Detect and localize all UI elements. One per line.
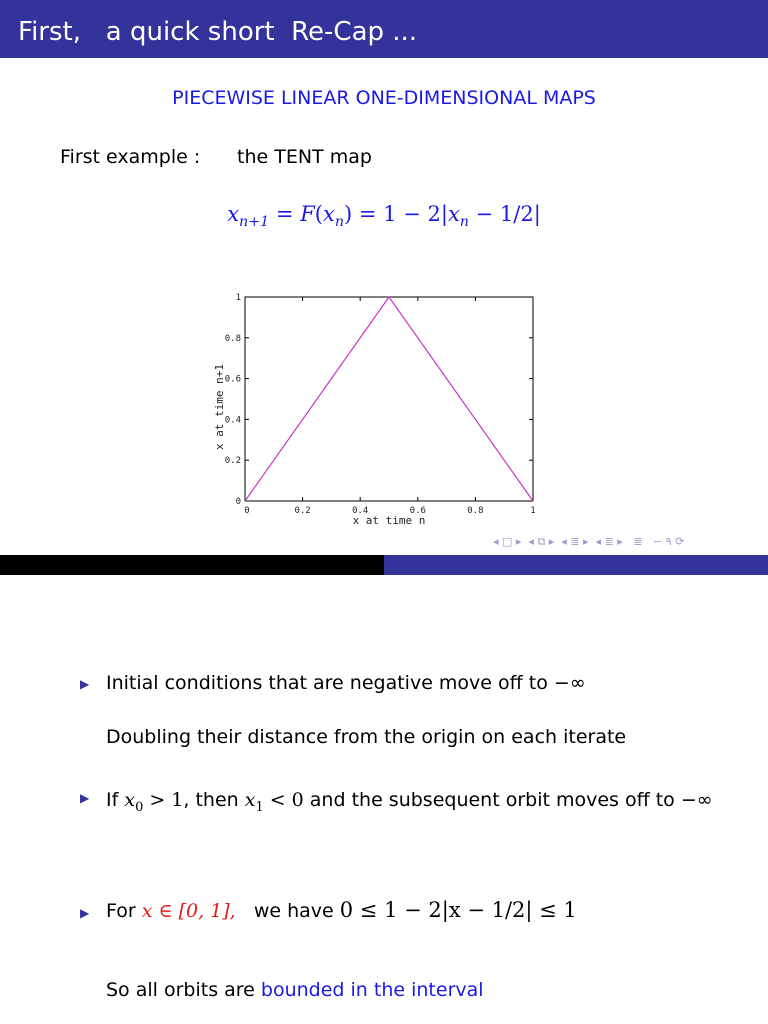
beamer-nav-controls[interactable]: ◂ □ ▸ ◂ ⧉ ▸ ◂ ≣ ▸ ◂ ≣ ▸ ≣ ∽ ۹ ⟳ bbox=[493, 535, 685, 548]
y-axis-label: x at time n+1 bbox=[213, 363, 226, 451]
x-tick-label: 0.2 bbox=[294, 506, 311, 516]
b3-red-math: x ∈ [0, 1], bbox=[141, 900, 236, 922]
b2-post: and the subsequent orbit moves off to −∞ bbox=[303, 789, 713, 811]
tent-map-plot bbox=[195, 285, 555, 530]
bullet-interval-bound bbox=[106, 898, 577, 923]
eq-arg-sub: n bbox=[334, 214, 345, 231]
b3-sub-pre: So all orbits are bbox=[106, 979, 261, 1001]
eq-arg-var: x bbox=[322, 202, 335, 226]
eq-function: F bbox=[300, 202, 315, 226]
b2-pre: If bbox=[106, 789, 125, 811]
bullet-1-text: Initial conditions that are negative move off to −∞ bbox=[106, 672, 586, 694]
example-name: the TENT map bbox=[237, 146, 372, 168]
y-tick-label: 1 bbox=[235, 293, 241, 303]
x-tick-label: 0.6 bbox=[409, 506, 426, 516]
b2-sub1: 0 bbox=[135, 799, 144, 815]
y-tick-label: 0.4 bbox=[224, 415, 241, 426]
eq-lhs-sub: n+1 bbox=[239, 214, 270, 231]
y-tick-label: 0.8 bbox=[224, 333, 241, 344]
y-tick-label: 0 bbox=[235, 497, 241, 507]
eq-lhs-var: x bbox=[227, 202, 240, 226]
eq-paren-close: ) bbox=[344, 202, 353, 226]
eq-rhs-sub: n bbox=[459, 214, 469, 231]
section-title: PIECEWISE LINEAR ONE-DIMENSIONAL MAPS bbox=[172, 87, 596, 109]
eq-rhs-end: − 1/2| bbox=[468, 202, 541, 226]
plot-frame bbox=[245, 297, 533, 501]
b3-pre: For bbox=[106, 900, 142, 922]
x-tick-label: 0.8 bbox=[467, 506, 484, 516]
footer-bar-left bbox=[0, 555, 384, 575]
bullet-x0-greater-one bbox=[106, 785, 726, 823]
b2-var2: x bbox=[244, 789, 256, 811]
bullet-triangle-icon: ▶ bbox=[80, 677, 90, 691]
y-tick-label: 0.2 bbox=[224, 456, 241, 467]
b3-mid: we have bbox=[235, 900, 340, 922]
x-axis-label: x at time n bbox=[352, 514, 426, 527]
b2-rel1: > 1 bbox=[143, 789, 184, 811]
b3-sub-blue: bounded in the interval bbox=[260, 979, 484, 1001]
bounded-orbits-line bbox=[106, 978, 484, 1002]
slide-title: First, a quick short Re-Cap ... bbox=[18, 17, 418, 47]
eq-rhs-var: x bbox=[447, 202, 460, 226]
b2-mid: , then bbox=[183, 789, 245, 811]
eq-rhs: = 1 − 2| bbox=[352, 202, 448, 226]
bullet-triangle-icon: ▶ bbox=[80, 791, 90, 805]
tent-series-line bbox=[245, 297, 533, 501]
x-tick-label: 0.4 bbox=[352, 506, 369, 516]
bullet-doubling: Doubling their distance from the origin on each iterate bbox=[106, 726, 627, 748]
footer-bar-right bbox=[384, 555, 768, 575]
y-tick-label: 0.6 bbox=[224, 374, 241, 385]
bullet-negative-initial bbox=[106, 671, 586, 695]
x-tick-label: 0 bbox=[244, 506, 250, 516]
bullet-triangle-icon: ▶ bbox=[80, 906, 90, 920]
b2-var1: x bbox=[124, 789, 136, 811]
eq-equals: = bbox=[269, 202, 301, 226]
b2-sub2: 1 bbox=[255, 799, 264, 815]
eq-paren-open: ( bbox=[314, 202, 323, 226]
tent-map-equation bbox=[0, 200, 768, 236]
example-label: First example : bbox=[60, 146, 201, 168]
b3-inequality: 0 ≤ 1 − 2|x − 1/2| ≤ 1 bbox=[339, 898, 577, 922]
b2-rel2: < 0 bbox=[263, 789, 304, 811]
x-tick-label: 1 bbox=[530, 506, 536, 516]
